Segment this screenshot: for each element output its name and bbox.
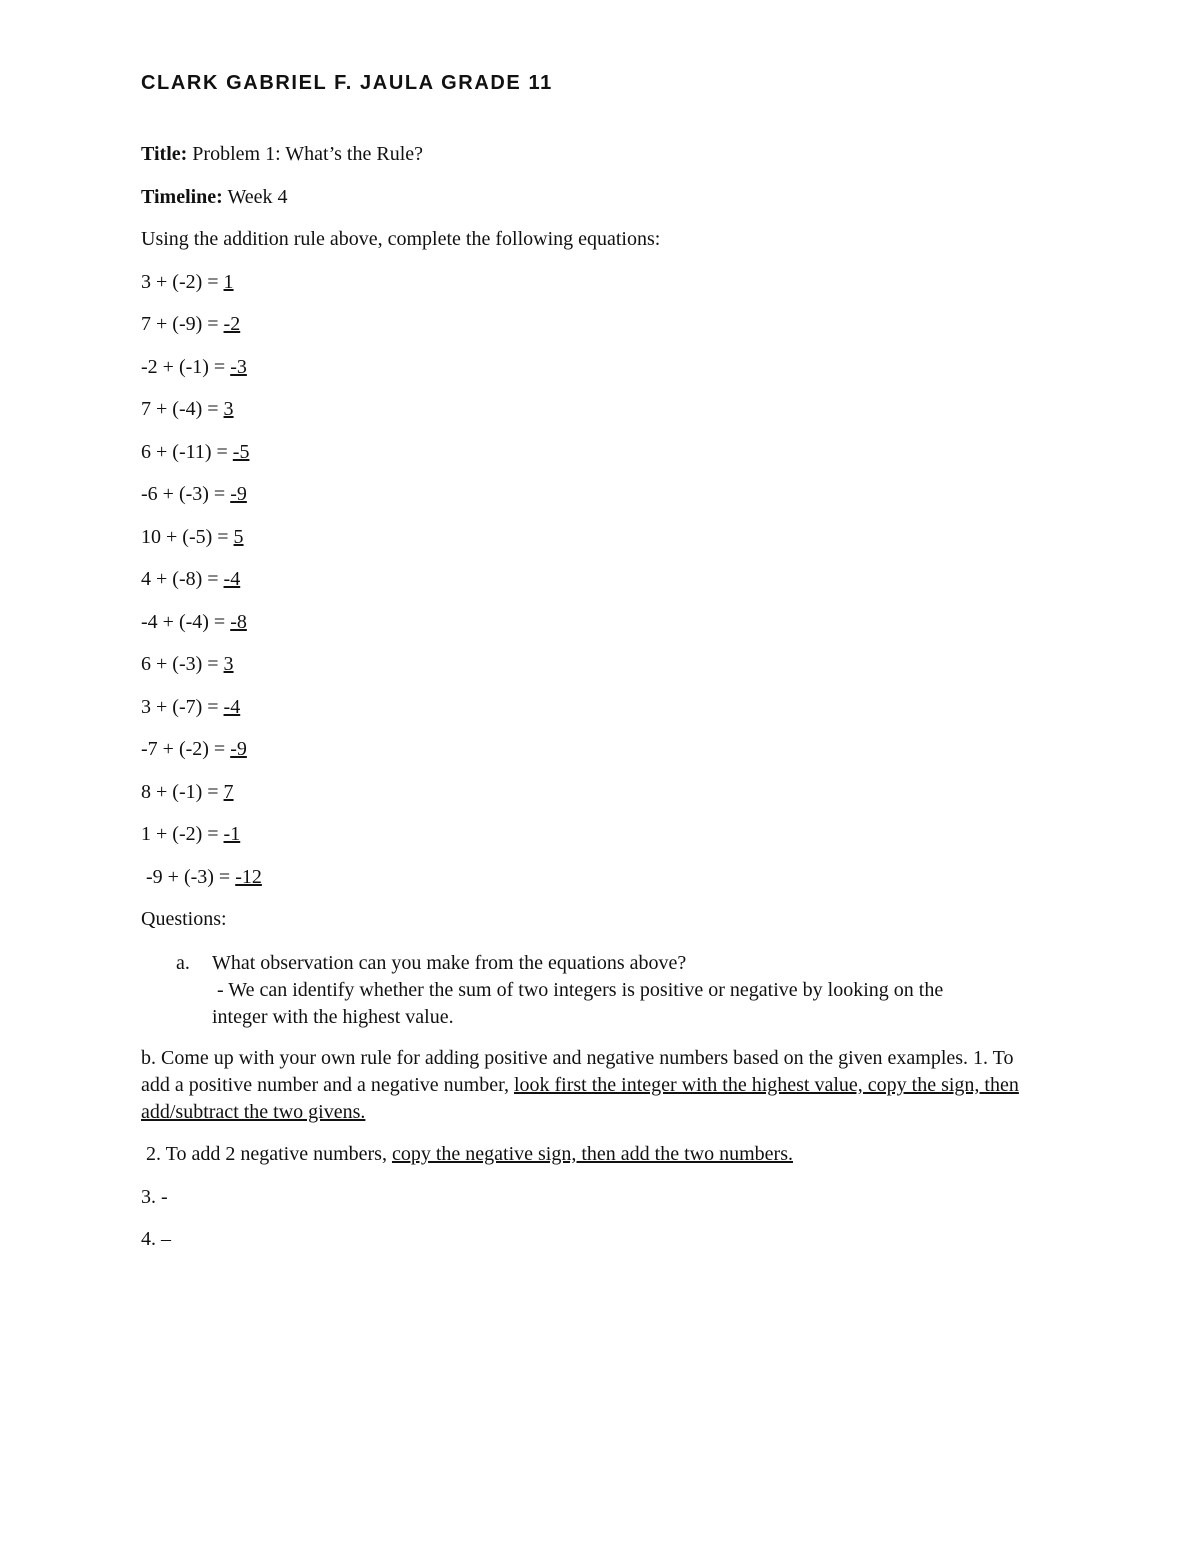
equation-expression: 8 + (-1) =	[141, 781, 224, 803]
equation-expression: -9 + (-3) =	[141, 866, 236, 888]
question-a-answer-line1: - We can identify whether the sum of two integers is positive or negative by looking on the	[212, 979, 944, 1001]
equation-expression: -4 + (-4) =	[141, 611, 231, 633]
question-b-rule-3: 3. -	[141, 1186, 168, 1208]
question-b-intro: b. Come up with your own rule for adding positive and negative numbers based on the given examples. 1. To add a positive number and a negative number,	[141, 1047, 1014, 1096]
equation-answer: -2	[223, 313, 241, 335]
timeline-line	[141, 184, 288, 210]
equation-answer: -3	[230, 356, 247, 378]
equation-expression: 6 + (-3) =	[141, 653, 224, 675]
equation-row	[141, 439, 249, 465]
question-b-rule-1	[141, 1045, 1041, 1126]
equation-answer: 5	[233, 526, 244, 548]
equation-expression: 7 + (-9) =	[141, 313, 224, 335]
title-label: Title:	[141, 143, 188, 165]
timeline-value: Week 4	[222, 186, 288, 208]
equation-row	[141, 864, 262, 890]
equation-expression: 10 + (-5) =	[141, 526, 234, 548]
question-a-text: What observation can you make from the equations above?	[212, 952, 687, 974]
equation-answer: -12	[235, 866, 262, 888]
equation-answer: -4	[223, 568, 241, 590]
equation-row	[141, 524, 244, 550]
equation-row	[141, 694, 240, 720]
question-b-rule2-underlined: copy the negative sign, then add the two numbers.	[391, 1143, 793, 1165]
equation-expression: 6 + (-11) =	[141, 441, 233, 463]
equation-answer: -4	[223, 696, 241, 718]
question-a-answer-line2: integer with the highest value.	[212, 1006, 454, 1028]
equation-answer: 3	[223, 398, 234, 420]
equation-row	[141, 311, 240, 337]
equation-row	[141, 566, 240, 592]
equation-row	[141, 779, 234, 805]
equation-answer: 7	[223, 781, 234, 803]
equation-answer: 1	[223, 271, 234, 293]
equation-expression: 1 + (-2) =	[141, 823, 224, 845]
question-a-answer-2	[141, 1004, 1041, 1030]
equation-answer: 3	[223, 653, 234, 675]
equation-expression: 3 + (-7) =	[141, 696, 224, 718]
title-line	[141, 141, 423, 167]
equation-expression: 3 + (-2) =	[141, 271, 224, 293]
questions-heading: Questions:	[141, 908, 227, 930]
equation-row	[141, 396, 234, 422]
question-b-rule2-prefix: 2. To add 2 negative numbers,	[141, 1143, 392, 1165]
equation-answer: -9	[230, 483, 247, 505]
question-b-rule-2	[141, 1141, 793, 1167]
equation-row	[141, 651, 234, 677]
title-value: Problem 1: What’s the Rule?	[187, 143, 423, 165]
student-name-grade: CLARK GABRIEL F. JAULA GRADE 11	[141, 72, 553, 94]
equation-expression: 4 + (-8) =	[141, 568, 224, 590]
equation-row	[141, 821, 240, 847]
question-a-answer-1	[141, 977, 1041, 1003]
equation-expression: 7 + (-4) =	[141, 398, 224, 420]
equation-answer: -5	[232, 441, 250, 463]
question-b-rule1-underlined: look first the integer with the highest value, copy the sign, then add/subtract the two givens.	[141, 1074, 1019, 1123]
equation-row	[141, 269, 234, 295]
equation-answer: -9	[230, 738, 247, 760]
question-a-marker: a.	[176, 952, 190, 974]
timeline-label: Timeline:	[141, 186, 223, 208]
equation-expression: -2 + (-1) =	[141, 356, 231, 378]
equation-answer: -1	[223, 823, 241, 845]
question-a	[141, 950, 1041, 976]
equation-row	[141, 481, 247, 507]
equation-expression: -7 + (-2) =	[141, 738, 231, 760]
equation-row	[141, 354, 247, 380]
equation-expression: -6 + (-3) =	[141, 483, 231, 505]
equation-row	[141, 609, 247, 635]
equation-answer: -8	[230, 611, 247, 633]
instructions: Using the addition rule above, complete the following equations:	[141, 228, 661, 250]
question-b-rule-4: 4. –	[141, 1228, 171, 1250]
equation-row	[141, 736, 247, 762]
